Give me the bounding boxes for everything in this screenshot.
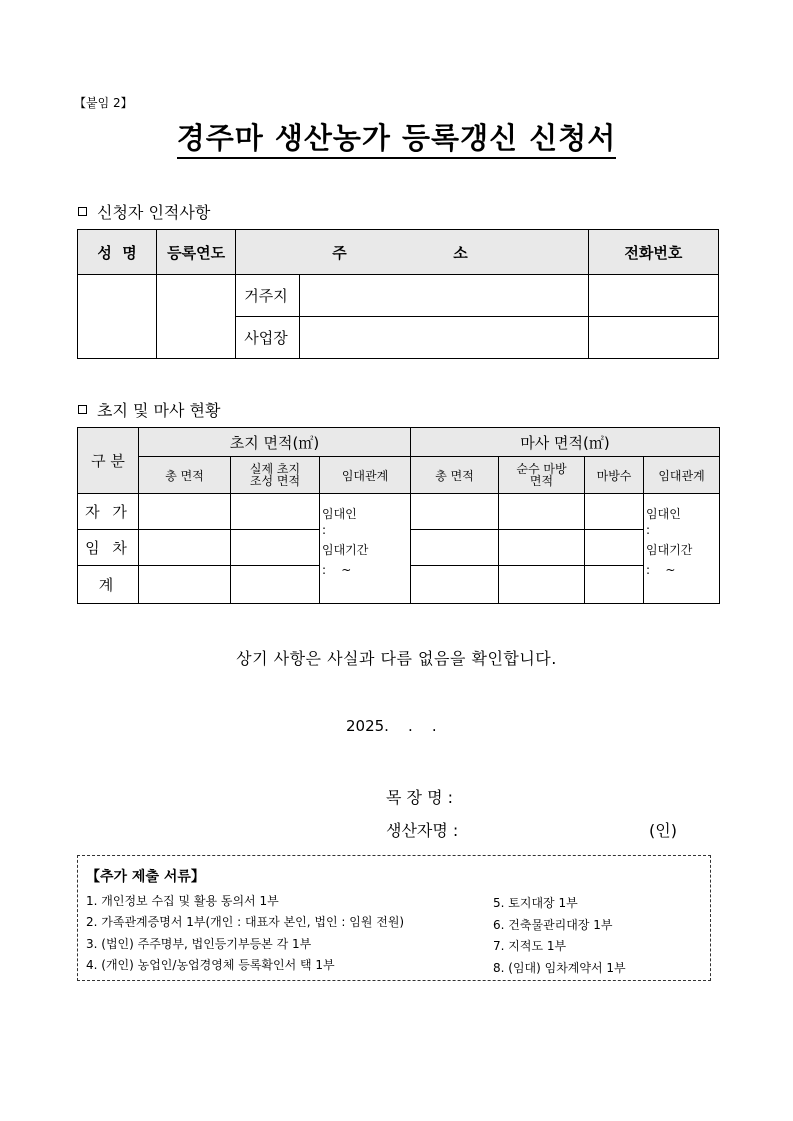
- date-field[interactable]: 2025. . .: [346, 717, 437, 735]
- own-stalls-cell[interactable]: [585, 494, 644, 530]
- header-grass-lease: 임대관계: [320, 457, 411, 494]
- section-heading-land-text: 초지 및 마사 현황: [97, 401, 221, 420]
- header-stable-total: 총 면적: [411, 457, 499, 494]
- own-grass-total-cell[interactable]: [139, 494, 231, 530]
- header-grass-total: 총 면적: [139, 457, 231, 494]
- business-label: 사업장: [236, 317, 300, 359]
- checkbox-icon: [78, 405, 87, 414]
- farm-name-label: 목 장 명 :: [386, 788, 454, 807]
- sum-stable-total-cell[interactable]: [411, 566, 499, 604]
- row-sum-label: 계: [78, 566, 139, 604]
- own-stable-net-cell[interactable]: [499, 494, 585, 530]
- sum-grass-total-cell[interactable]: [139, 566, 231, 604]
- section-heading-applicant: [78, 200, 210, 223]
- doc-item: 8. (임대) 임차계약서 1부: [493, 961, 626, 975]
- row-own-label: 자 가: [78, 494, 139, 530]
- header-address-right: 소: [453, 243, 468, 262]
- header-grass-actual-2: 조성 면적: [249, 474, 301, 488]
- lease-grass-total-cell[interactable]: [139, 530, 231, 566]
- grass-period-label: 임대기간: [322, 543, 369, 557]
- header-stable-net-2: 면적: [529, 474, 554, 488]
- sum-grass-actual-cell[interactable]: [231, 566, 320, 604]
- sum-stalls-cell[interactable]: [585, 566, 644, 604]
- grass-lessor-label: 임대인: [322, 507, 357, 521]
- land-header-row-1: [78, 428, 720, 457]
- additional-documents-box: [77, 855, 711, 981]
- business-phone-cell[interactable]: [588, 317, 718, 359]
- doc-item: 1. 개인정보 수집 및 활용 동의서 1부: [86, 894, 279, 908]
- stable-lessor-colon: :: [646, 523, 651, 537]
- attachment-label: 【붙임 2】: [74, 96, 133, 110]
- residence-row: [78, 275, 719, 317]
- residence-phone-cell[interactable]: [588, 275, 718, 317]
- residence-address-cell[interactable]: [300, 275, 588, 317]
- land-header-row-2: [78, 457, 720, 494]
- grass-lessor-colon: :: [322, 523, 327, 537]
- residence-label: 거주지: [236, 275, 300, 317]
- header-grass-actual: [231, 457, 320, 494]
- checkbox-icon: [78, 207, 87, 216]
- applicant-header-row: [78, 230, 719, 275]
- stable-period-label: 임대기간: [646, 543, 693, 557]
- confirmation-statement: 상기 사항은 사실과 다름 없음을 확인합니다.: [236, 649, 557, 668]
- lease-stalls-cell[interactable]: [585, 530, 644, 566]
- lease-grass-actual-cell[interactable]: [231, 530, 320, 566]
- row-lease-label: 임 차: [78, 530, 139, 566]
- stable-lease-cell[interactable]: [644, 494, 720, 604]
- own-grass-actual-cell[interactable]: [231, 494, 320, 530]
- grass-lease-cell[interactable]: [320, 494, 411, 604]
- page-title-text: 경주마 생산농가 등록갱신 신청서: [177, 121, 617, 159]
- row-own: [78, 494, 720, 530]
- additional-documents-title: 【추가 제출 서류】: [86, 869, 205, 885]
- header-stable-area: 마사 면적(㎡): [411, 428, 720, 457]
- reg-year-input-cell[interactable]: [157, 275, 236, 359]
- header-category: 구 분: [78, 428, 139, 494]
- stable-lessor-label: 임대인: [646, 507, 681, 521]
- header-address-left: 주: [332, 243, 347, 262]
- section-heading-land: [78, 398, 220, 421]
- header-phone: 전화번호: [588, 230, 718, 275]
- producer-name-label: 생산자명 :: [386, 821, 459, 840]
- doc-item: 2. 가족관계증명서 1부(개인 : 대표자 본인, 법인 : 임원 전원): [86, 915, 405, 929]
- header-stable-net: [499, 457, 585, 494]
- stable-period-range: : ~: [646, 563, 676, 577]
- doc-item: 7. 지적도 1부: [493, 939, 567, 953]
- applicant-table: [77, 229, 719, 359]
- doc-item: 3. (법인) 주주명부, 법인등기부등본 각 1부: [86, 937, 312, 951]
- page-title: [0, 116, 793, 157]
- sum-stable-net-cell[interactable]: [499, 566, 585, 604]
- business-address-cell[interactable]: [300, 317, 588, 359]
- grass-period-range: : ~: [322, 563, 352, 577]
- seal-label: (인): [649, 821, 677, 840]
- land-stable-table: [77, 427, 720, 604]
- header-name: 성 명: [78, 230, 157, 275]
- header-grass-area: 초지 면적(㎡): [139, 428, 411, 457]
- header-address: [236, 230, 589, 275]
- own-stable-total-cell[interactable]: [411, 494, 499, 530]
- header-stable-lease: 임대관계: [644, 457, 720, 494]
- doc-item: 5. 토지대장 1부: [493, 896, 578, 910]
- lease-stable-net-cell[interactable]: [499, 530, 585, 566]
- header-grass-actual-1: 실제 초지: [249, 462, 301, 476]
- doc-item: 4. (개인) 농업인/농업경영체 등록확인서 택 1부: [86, 958, 335, 972]
- doc-item: 6. 건축물관리대장 1부: [493, 918, 613, 932]
- header-reg-year: 등록연도: [157, 230, 236, 275]
- header-stable-net-1: 순수 마방: [516, 462, 567, 476]
- lease-stable-total-cell[interactable]: [411, 530, 499, 566]
- header-stalls: 마방수: [585, 457, 644, 494]
- name-input-cell[interactable]: [78, 275, 157, 359]
- section-heading-applicant-text: 신청자 인적사항: [97, 203, 211, 222]
